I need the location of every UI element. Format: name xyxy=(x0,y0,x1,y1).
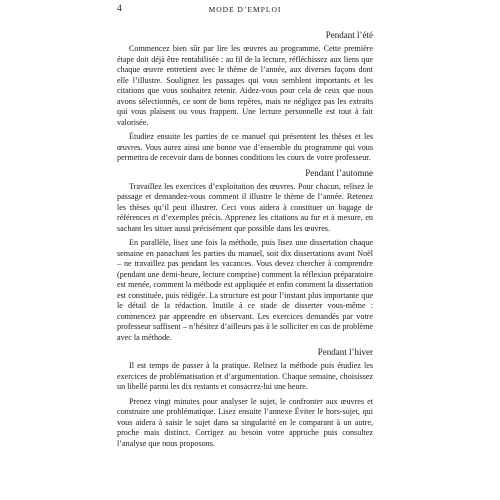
section-automne xyxy=(117,168,373,344)
paragraph: Prenez vingt minutes pour analyser le sujet, le confronter aux œuvres et construire une problématique. Lisez ensuite l’annexe Éviter le hors-sujet, qui vous aidera à saisir le sujet dans sa singularité en le comparant à un autre, proche mais distinct. Corrigez au besoin votre approche puis consultez l’analyse que nous proposons. xyxy=(117,396,373,448)
paragraph: Commencez bien sûr par lire les œuvres au programme. Cette première étape doit déjà être rentabilisée : au fil de la lecture, réfléchissez aux liens que chaque œuvre entretient avec le thème de l’année, aux diverses façons dont elle l’illustre. Soulignez les passages qui vous semblent importants et les citations que vous souhaitez retenir. Aidez-vous pour cela de ceux que nous avons sélectionnés, ce sont de bons repères, mais ne négligez pas les extraits qui vous plaisent ou vous frappent. Une lecture personnelle est tout à fait valorisée. xyxy=(117,44,373,127)
section-hiver xyxy=(117,347,373,449)
paragraph: En parallèle, lisez une fois la méthode, puis lisez une dissertation chaque semaine en panachant les parties du manuel, soit dix dissertations avant Noël – ne travaillez pas pendant les vacances. Vous devez chercher à comprendre (pendant une demi-heure, lecture comprise) comment la réflexion préparatoire est menée, comment la méthode est appliquée et enfin comment la dissertation est constituée, puis rédigée. La structure est pour l’instant plus importante que le détail de la rédaction. Inutile à ce stade de disserter vous-même : commencez par apprendre en observant. Les exercices demandés par votre professeur suffisent – n’hésitez d’ailleurs pas à le solliciter en cas de problème avec la méthode. xyxy=(117,238,373,342)
running-title: MODE D’EMPLOI xyxy=(208,5,282,14)
section-title: Pendant l’été xyxy=(325,30,373,40)
paragraph: Étudiez ensuite les parties de ce manuel qui présentent les thèses et les œuvres. Vous aurez ainsi une bonne vue d’ensemble du programme qui vous permettra de recevoir dans de bonnes conditions les cours de votre professeur. xyxy=(117,132,373,162)
section-ete xyxy=(117,30,373,164)
running-head xyxy=(117,4,373,20)
paragraph: Il est temps de passer à la pratique. Relisez la méthode puis étudiez les exercices de problématisation et d’argumentation. Chaque semaine, choisissez un libellé parmi les dix restants et consacrez-lui une heure. xyxy=(117,361,373,391)
text-block xyxy=(117,0,373,500)
paragraph: Travaillez les exercices d’exploitation des œuvres. Pour chacun, relisez le passage et demandez-vous comment il illustre le thème de l’année. Retenez les thèses qu’il peut illustrer. Ceci vous aidera à constituer un bagage de références et d’exemples précis. Apprenez les citations au fur et à mesure, en sachant les situer aussi précisément que possible dans les œuvres. xyxy=(117,181,373,233)
page-number: 4 xyxy=(117,4,122,14)
section-title: Pendant l’automne xyxy=(305,167,373,178)
section-title: Pendant l’hiver xyxy=(317,347,373,357)
